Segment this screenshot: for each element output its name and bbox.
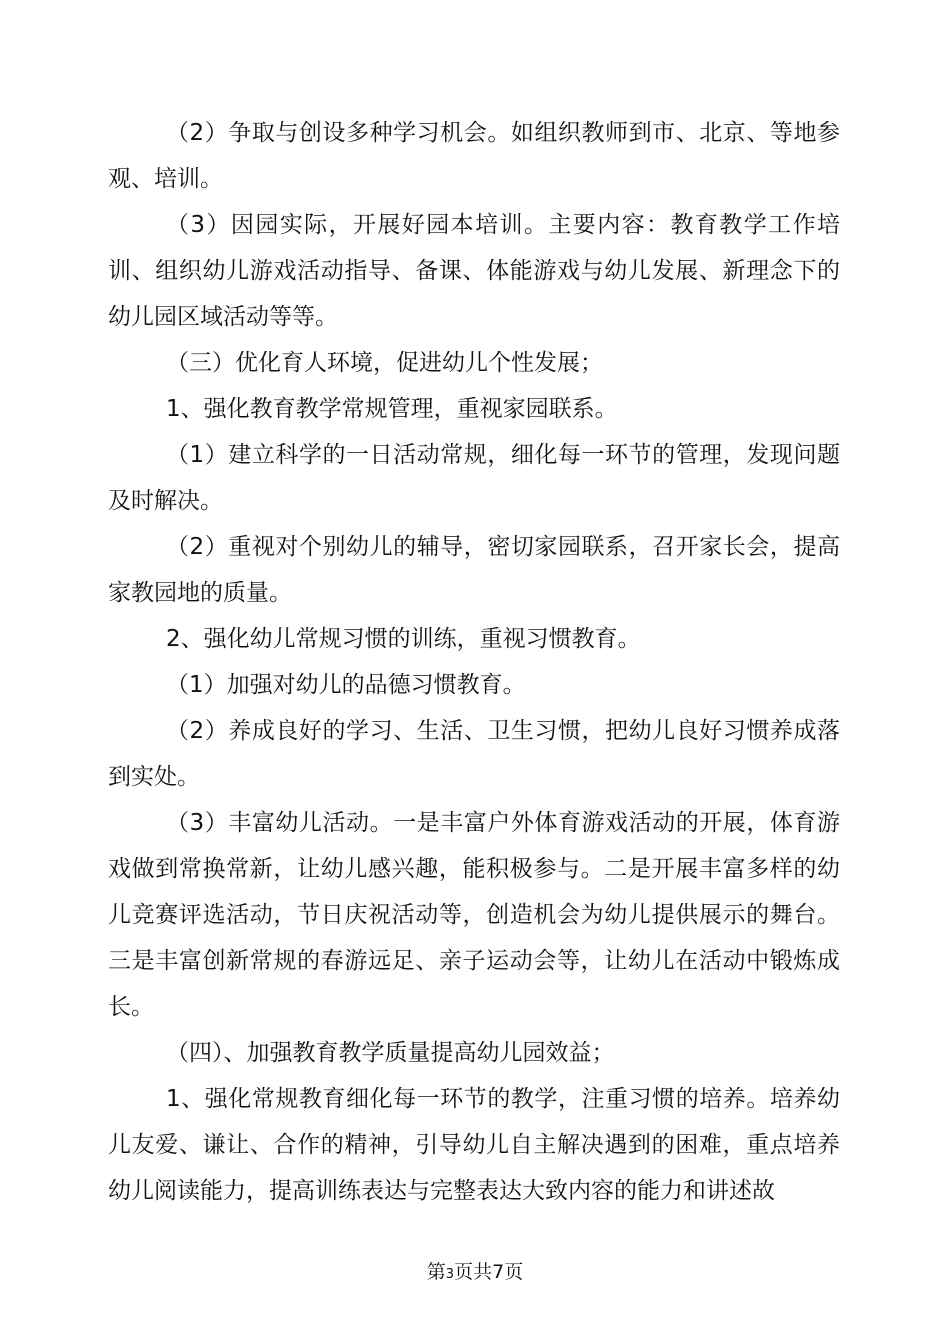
document-body [108,110,840,1214]
footer-prefix: 第 [426,1261,446,1283]
section-heading: （三）优化育人环境，促进幼儿个性发展； [166,350,603,376]
total-page-number: 7 [492,1261,505,1283]
paragraph: （3）丰富幼儿活动。一是丰富户外体育游戏活动的开展，体育游戏做到常换常新，让幼儿感兴趣，能积极参与。二是开展丰富多样的幼儿竞赛评选活动，节日庆祝活动等，创造机会为幼儿提供展示的舞台。三是丰富创新常规的春游远足、亲子运动会等，让幼儿在活动中锻炼成长。 [108,810,840,1020]
subsection-heading: 2、强化幼儿常规习惯的训练，重视习惯教育。 [166,626,641,652]
current-page-number: 3 [445,1267,455,1282]
paragraph: （2）重视对个别幼儿的辅导，密切家园联系，召开家长会，提高家教园地的质量。 [108,534,840,606]
paragraph: （1）加强对幼儿的品德习惯教育。 [166,672,526,698]
footer-suffix: 页 [504,1261,524,1283]
footer-middle: 页共 [454,1261,493,1283]
page-footer [0,1258,950,1289]
paragraph: （2）争取与创设多种学习机会。如组织教师到市、北京、等地参观、培训。 [108,120,840,192]
paragraph: （2）养成良好的学习、生活、卫生习惯，把幼儿良好习惯养成落到实处。 [108,718,840,790]
paragraph: 1、强化常规教育细化每一环节的教学，注重习惯的培养。培养幼儿友爱、谦让、合作的精神，引导幼儿自主解决遇到的困难，重点培养幼儿阅读能力，提高训练表达与完整表达大致内容的能力和讲述故 [108,1086,840,1204]
section-heading: （四）、加强教育教学质量提高幼儿园效益； [166,1040,615,1066]
paragraph: （1）建立科学的一日活动常规，细化每一环节的管理，发现问题及时解决。 [108,442,840,514]
paragraph: （3）因园实际，开展好园本培训。主要内容：教育教学工作培训、组织幼儿游戏活动指导、备课、体能游戏与幼儿发展、新理念下的幼儿园区域活动等等。 [108,212,840,330]
subsection-heading: 1、强化教育教学常规管理，重视家园联系。 [166,396,618,422]
